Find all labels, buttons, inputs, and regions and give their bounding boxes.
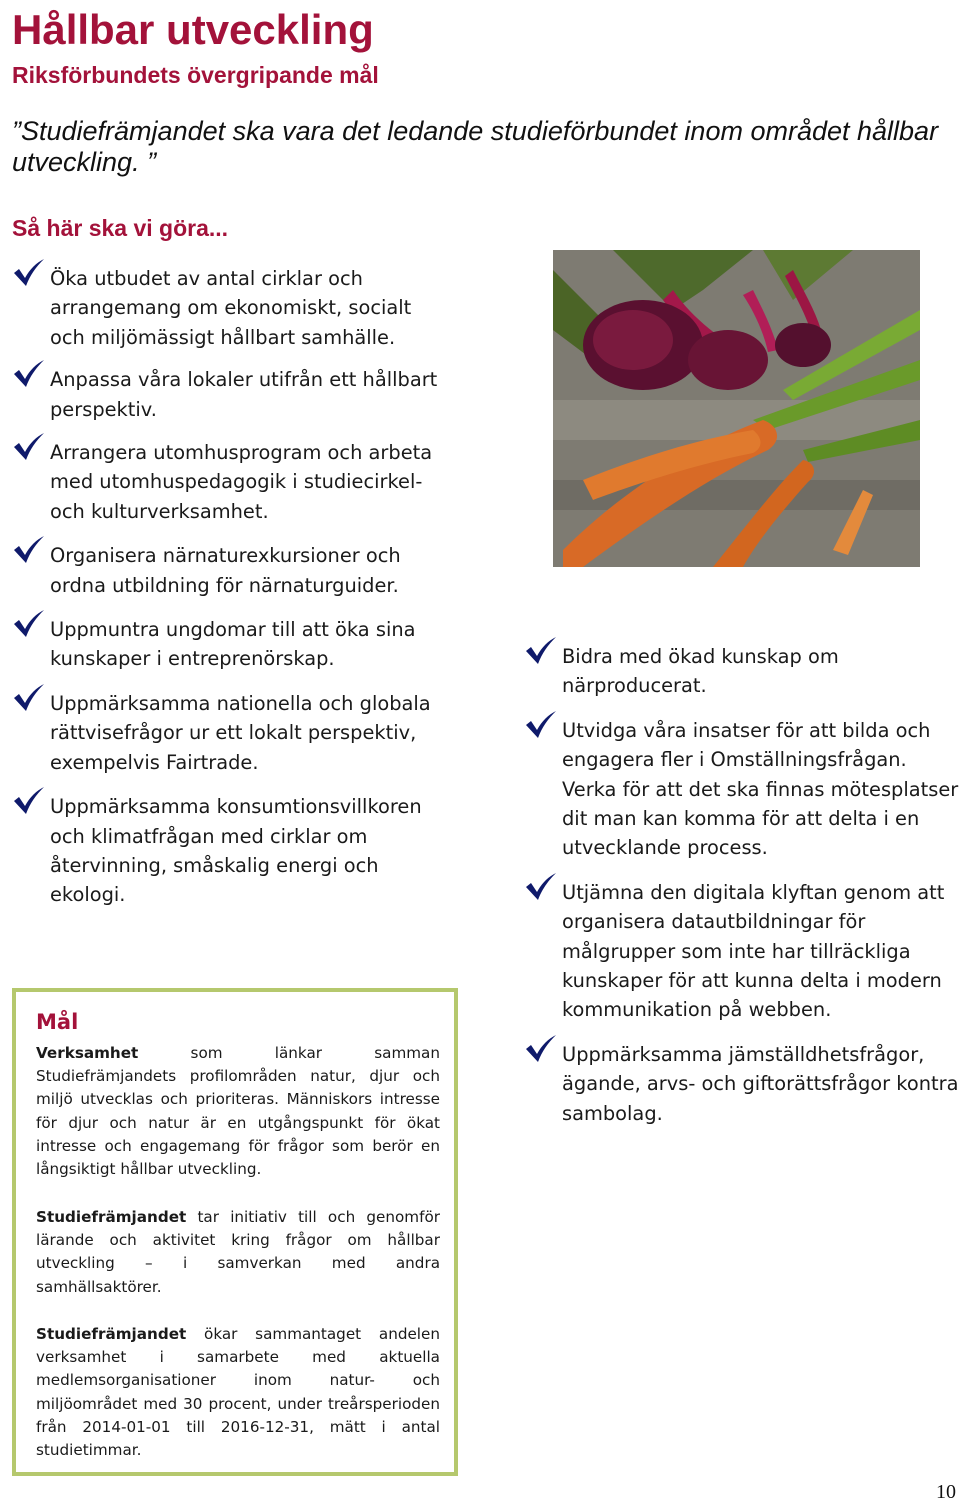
list-item xyxy=(524,716,960,863)
list-item xyxy=(12,365,452,424)
goal-box xyxy=(12,988,458,1476)
list-item xyxy=(12,792,452,910)
list-item-text: Arrangera utomhusprogram och arbeta med utomhuspedagogik i studiecirkel- och kulturverksamhet. xyxy=(50,441,433,523)
goal-paragraph xyxy=(36,1042,440,1181)
checkmark-icon xyxy=(524,1034,558,1064)
checkmark-icon xyxy=(12,258,46,288)
list-item-text: Uppmuntra ungdomar till att öka sina kunskaper i entreprenörskap. xyxy=(50,618,416,671)
page-title: Hållbar utveckling xyxy=(12,6,374,53)
goal-heading: Mål xyxy=(36,1010,79,1034)
list-item xyxy=(12,264,452,352)
goal-paragraph-text: som länkar samman Studiefrämjandets profilområden natur, djur och miljö utvecklas och prioriteras. Människors intresse för djur och natur är en utgångspunkt för ökat intresse och engagemang för frågor som berör en långsiktigt hållbar utveckling. xyxy=(36,1044,440,1179)
left-action-list xyxy=(12,264,452,910)
list-item xyxy=(12,541,452,600)
list-item xyxy=(12,615,452,674)
list-item xyxy=(12,438,452,526)
checkmark-icon xyxy=(12,786,46,816)
checkmark-icon xyxy=(12,432,46,462)
list-item-text: Öka utbudet av antal cirklar och arrangemang om ekonomiskt, socialt och miljömässigt hållbart samhälle. xyxy=(50,267,412,349)
vegetables-photo xyxy=(553,250,920,567)
goal-paragraph xyxy=(36,1206,440,1299)
goal-paragraph-lead: Verksamhet xyxy=(36,1044,139,1062)
list-item-text: Organisera närnaturexkursioner och ordna utbildning för närnaturguider. xyxy=(50,544,401,597)
checkmark-icon xyxy=(12,683,46,713)
goal-paragraph xyxy=(36,1323,440,1462)
list-item-text: Uppmärksamma nationella och globala rättvisefrågor ur ett lokalt perspektiv, exempelvis Fairtrade. xyxy=(50,691,431,774)
checkmark-icon xyxy=(524,636,558,666)
list-item xyxy=(12,689,452,777)
list-item-text: Utvidga våra insatser för att bilda och engagera fler i Omställningsfrågan. Verka för att det ska finnas mötesplatser dit man kan komma för att delta i en utvecklande process. xyxy=(562,718,959,860)
mission-quote: ”Studiefrämjandet ska vara det ledande studieförbundet inom området hållbar utveckling. ” xyxy=(12,116,939,177)
list-item xyxy=(524,878,960,1025)
list-item-text: Uppmärksamma jämställdhetsfrågor, ägande, arvs- och giftorättsfrågor kontra sambolag. xyxy=(562,1042,959,1125)
howto-heading: Så här ska vi göra... xyxy=(12,215,229,241)
goal-paragraph-lead: Studiefrämjandet xyxy=(36,1208,187,1226)
list-item xyxy=(524,1040,960,1128)
goal-paragraph-lead: Studiefrämjandet xyxy=(36,1325,187,1343)
list-item-text: Uppmärksamma konsumtionsvillkoren och klimatfrågan med cirklar om återvinning, småskalig energi och ekologi. xyxy=(50,795,422,907)
checkmark-icon xyxy=(12,609,46,639)
page-number: 10 xyxy=(936,1481,956,1503)
checkmark-icon xyxy=(524,710,558,740)
goal-paragraph-text: ökar sammantaget andelen verksamhet i samarbete med aktuella medlemsorganisationer inom natur- och miljöområdet med 30 procent, under treårsperioden från 2014-01-01 till 2016-12-31, mätt i antal studietimmar. xyxy=(36,1325,440,1460)
list-item-text: Utjämna den digitala klyftan genom att organisera datautbildningar för målgrupper som inte har tillräckliga kunskaper för att kunna delta i modern kommunikation på webben. xyxy=(562,880,945,1022)
checkmark-icon xyxy=(12,359,46,389)
checkmark-icon xyxy=(12,535,46,565)
goal-paragraph-text: tar initiativ till och genomför lärande och aktivitet kring frågor om hållbar utveckling – i samverkan med andra samhällsaktörer. xyxy=(36,1208,440,1296)
list-item xyxy=(524,642,960,701)
list-item-text: Anpassa våra lokaler utifrån ett hållbart perspektiv. xyxy=(50,368,438,421)
list-item-text: Bidra med ökad kunskap om närproducerat. xyxy=(562,645,839,698)
page-subtitle: Riksförbundets övergripande mål xyxy=(12,62,379,88)
right-action-list xyxy=(524,642,960,1128)
checkmark-icon xyxy=(524,872,558,902)
